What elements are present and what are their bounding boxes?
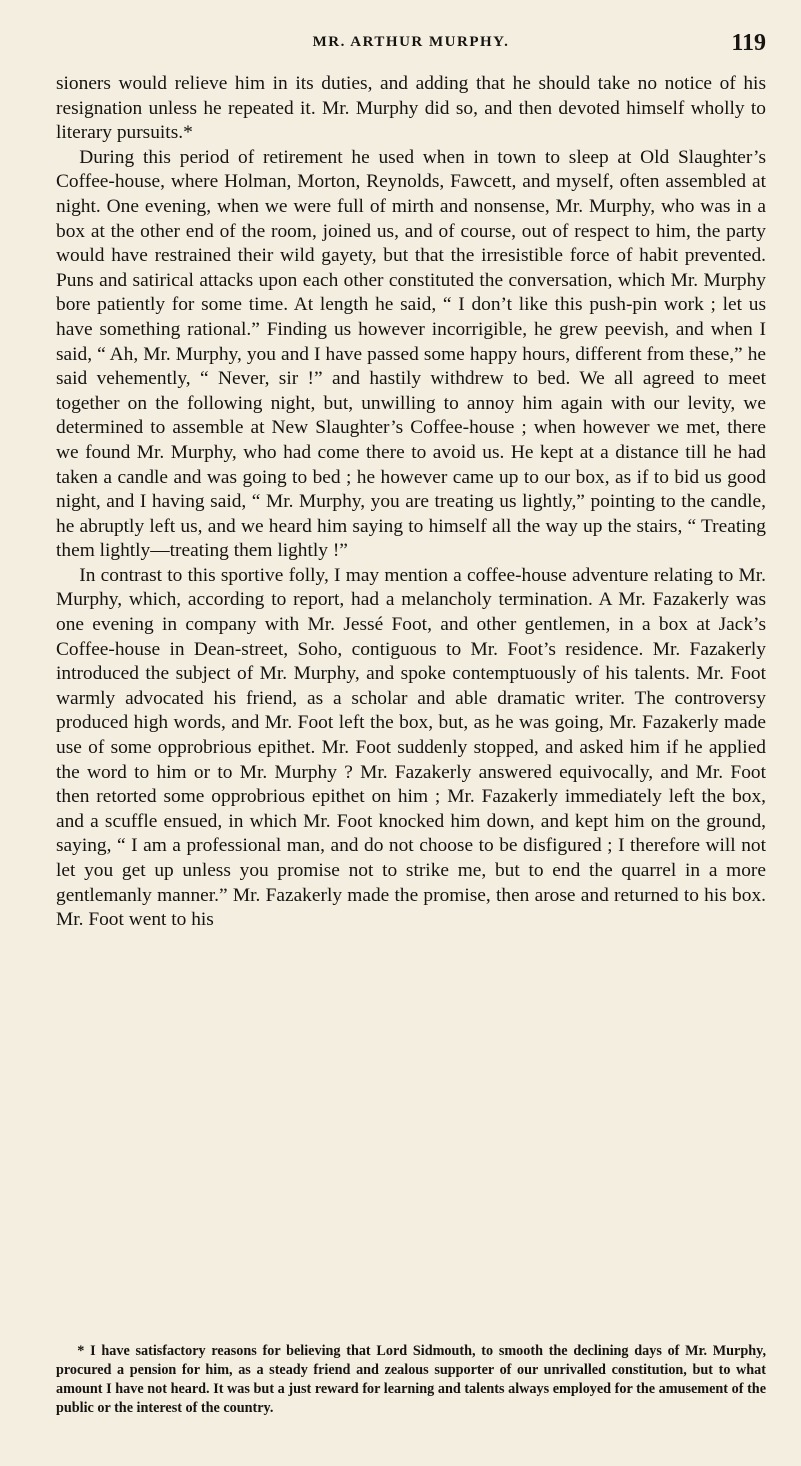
page-header bbox=[56, 30, 766, 60]
page-number: 119 bbox=[731, 30, 766, 56]
running-head: MR. ARTHUR MURPHY. bbox=[312, 34, 510, 50]
footnote: * I have satisfactory reasons for believing that Lord Sidmouth, to smooth the declining days of Mr. Murphy, procured a pension for him, as a steady friend and zealous supporter of our unrivalled constitution, but to what amount I have not heard. It was but a just reward for learning and talents always employed for the amusement of the public or the interest of the country. bbox=[56, 1343, 766, 1416]
paragraph-coffee-house: During this period of retirement he used when in town to sleep at Old Slaughter’s Coffee-house, where Holman, Morton, Reynolds, Fawcett, and myself, often assembled at night. One evening, when we were full of mirth and nonsense, Mr. Murphy, who was in a box at the other end of the room, joined us, and of course, out of respect to him, the party would have restrained their wild gayety, but that the irresistible force of habit prevented. Puns and satirical attacks upon each other constituted the conversation, which Mr. Murphy bore patiently for some time. At length he said, “ I don’t like this push-pin work ; let us have something rational.” Finding us however incorrigible, he grew peevish, and when I said, “ Ah, Mr. Murphy, you and I have passed some happy hours, different from these,” he said vehemently, “ Never, sir !” and hastily withdrew to bed. We all agreed to meet together on the following night, but, unwilling to annoy him again with our levity, we determined to assemble at New Slaughter’s Coffee-house ; when however we met, there we found Mr. Murphy, who had come there to avoid us. He kept at a distance till he had taken a candle and was going to bed ; he however came up to our box, as if to bid us good night, and I having said, “ Mr. Murphy, you are treating us lightly,” pointing to the candle, he abruptly left us, and we heard him saying to himself all the way up the stairs, “ Treating them lightly—treating them lightly !” bbox=[56, 146, 766, 562]
paragraph-fazakerly: In contrast to this sportive folly, I may mention a coffee-house adventure relating to Mr. Murphy, which, according to report, had a melancholy termination. A Mr. Fazakerly was one evening in company with Mr. Jessé Foot, and other gentlemen, in a box at Jack’s Coffee-house in Dean-street, Soho, contiguous to Mr. Foot’s residence. Mr. Fazakerly introduced the subject of Mr. Murphy, and spoke contemptuously of his talents. Mr. Foot warmly advocated his friend, as a scholar and able dramatic writer. The controversy produced high words, and Mr. Foot left the box, but, as he was going, Mr. Fazakerly made use of some opprobrious epithet. Mr. Foot suddenly stopped, and asked him if he applied the word to him or to Mr. Murphy ? Mr. Fazakerly answered equivocally, and Mr. Foot then retorted some opprobrious epithet on him ; Mr. Fazakerly immediately left the box, and a scuffle ensued, in which Mr. Foot knocked him down, and kept him on the ground, saying, “ I am a professional man, and do not choose to be disfigured ; I therefore will not let you get up unless you promise not to strike me, but to end the quarrel in a more gentlemanly manner.” Mr. Fazakerly made the promise, then arose and returned to his box. Mr. Foot went to his bbox=[56, 564, 766, 931]
body-text bbox=[56, 72, 766, 933]
paragraph-continuation: sioners would relieve him in its duties, and adding that he should take no notice of his resignation unless he repeated it. Mr. Murphy did so, and then devoted himself wholly to literary pursuits.* bbox=[56, 73, 766, 144]
